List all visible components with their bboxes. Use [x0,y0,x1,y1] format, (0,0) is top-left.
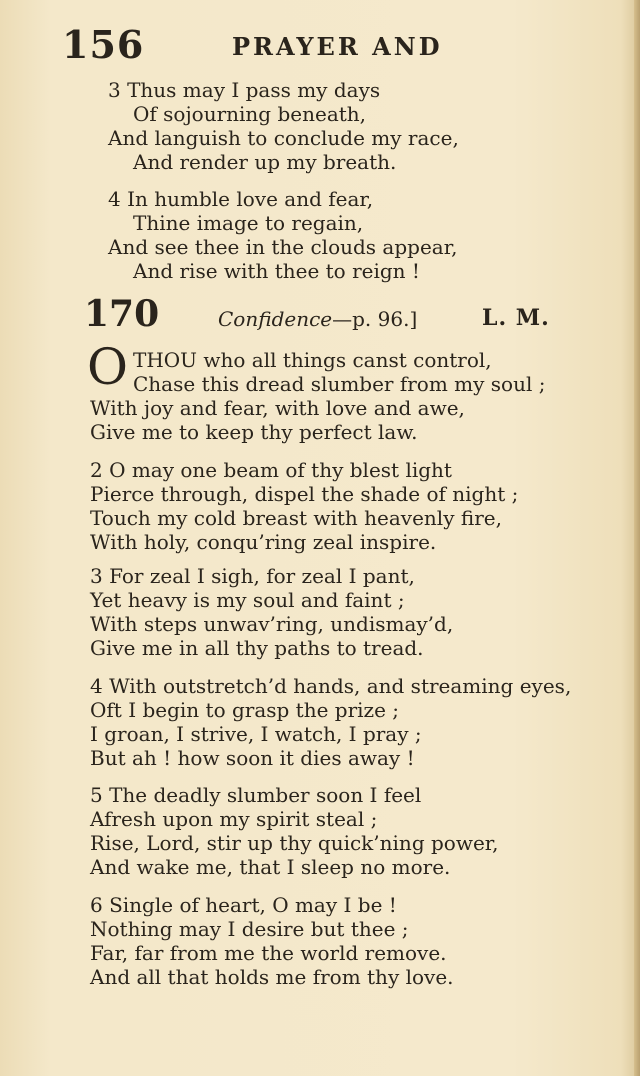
verse-line: But ah ! how soon it dies away ! [90,746,415,770]
tune-reference [218,307,417,331]
running-title: PRAYER AND [232,32,443,61]
verse-line: 2 O may one beam of thy blest light [90,458,452,482]
verse-line: With holy, conqu’ring zeal inspire. [90,530,437,554]
verse-line: And all that holds me from thy love. [90,965,454,989]
verse-line: Far, far from me the world remove. [90,941,447,965]
verse-line: Give me in all thy paths to tread. [90,636,424,660]
tune-name: Confidence [218,307,333,331]
verse-line: 3 For zeal I sigh, for zeal I pant, [90,564,415,588]
verse-line: Of sojourning beneath, [133,102,367,126]
verse-line: Yet heavy is my soul and faint ; [90,588,405,612]
verse-line: Give me to keep thy perfect law. [90,420,418,444]
verse-line: Nothing may I desire but thee ; [90,917,409,941]
verse-line: With steps unwav’ring, undismay’d, [90,612,454,636]
verse-line: Chase this dread slumber from my soul ; [133,372,546,396]
hymn-meter: L. M. [482,305,550,331]
verse-line: And render up my breath. [133,150,397,174]
verse-line: THOU who all things canst control, [133,348,492,372]
verse-line: 3 Thus may I pass my days [108,78,381,102]
verse-line: 4 In humble love and fear, [108,187,374,211]
verse-line: Afresh upon my spirit steal ; [90,807,378,831]
verse-line: Oft I begin to grasp the prize ; [90,698,400,722]
page-number: 156 [62,22,145,67]
verse-line: 6 Single of heart, O may I be ! [90,893,397,917]
verse-line: Thine image to regain, [133,211,364,235]
verse-line: Rise, Lord, stir up thy quick’ning power, [90,831,499,855]
page-header [62,22,482,68]
verse-line: Touch my cold breast with heavenly fire, [90,506,502,530]
verse-line: I groan, I strive, I watch, I pray ; [90,722,422,746]
verse-line: With joy and fear, with love and awe, [90,396,465,420]
verse-line: And languish to conclude my race, [108,126,459,150]
page-edge [634,0,640,1076]
verse-line: And rise with thee to reign ! [133,259,420,283]
verse-line: Pierce through, dispel the shade of night ; [90,482,519,506]
verse-line: And see thee in the clouds appear, [108,235,458,259]
tune-page-ref: —p. 96.] [332,307,418,331]
drop-cap: O [87,338,128,396]
verse-line: 4 With outstretch’d hands, and streaming eyes, [90,674,572,698]
verse-line: And wake me, that I sleep no more. [90,855,451,879]
verse-line: 5 The deadly slumber soon I feel [90,783,422,807]
hymn-number: 170 [84,293,160,335]
